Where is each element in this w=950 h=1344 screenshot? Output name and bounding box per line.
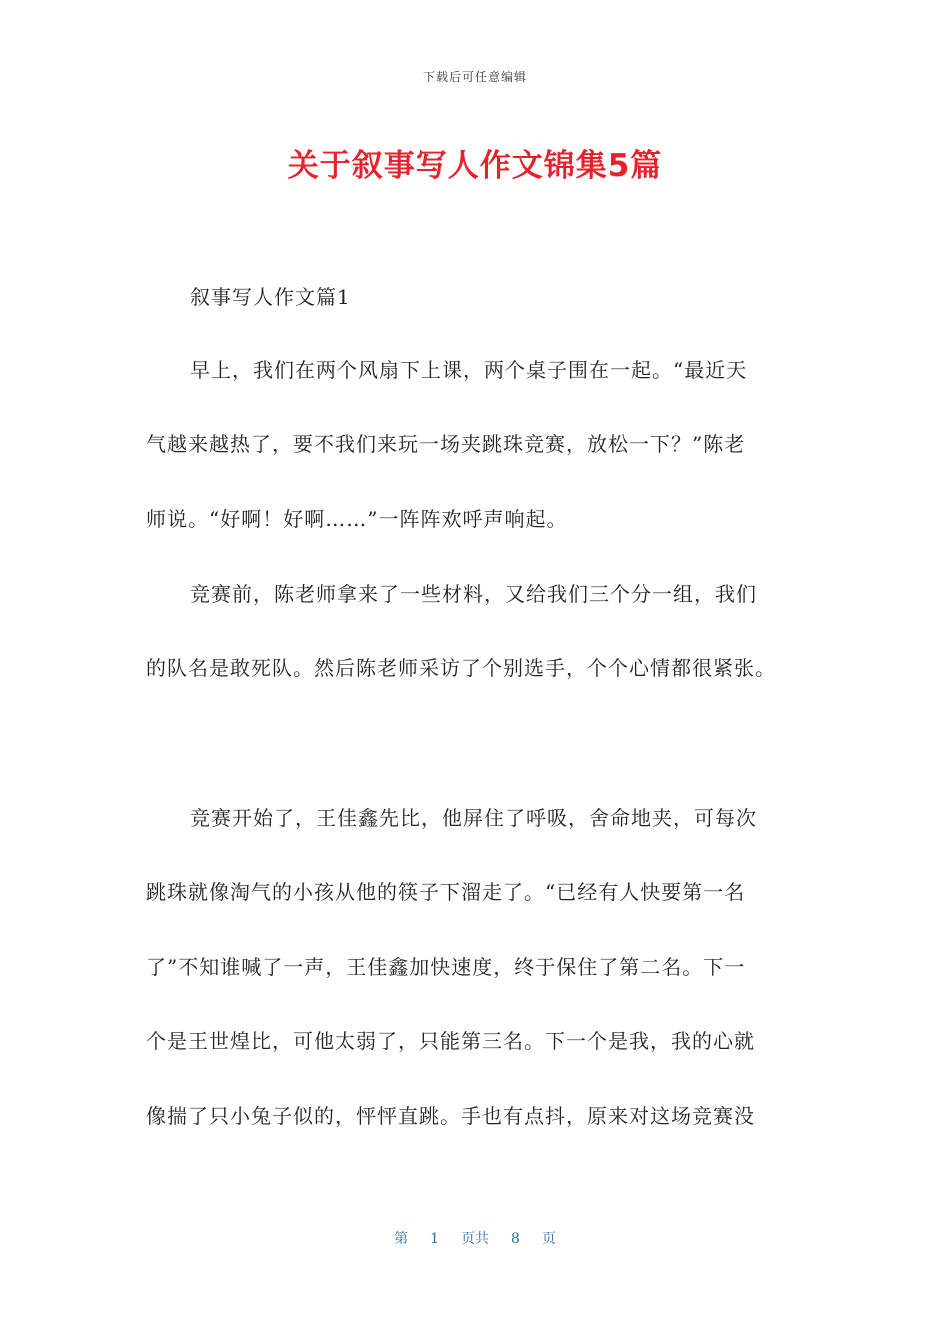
paragraph-line: 的队名是敢死队。然后陈老师采访了个别选手，个个心情都很紧张。 bbox=[146, 656, 776, 680]
paragraph-line: 了”不知谁喊了一声，王佳鑫加快速度，终于保住了第二名。下一 bbox=[146, 955, 746, 979]
document-title: 关于叙事写人作文锦集5篇 bbox=[287, 148, 663, 184]
footer-label: 页 bbox=[541, 1231, 556, 1247]
footer-label: 页共 bbox=[461, 1231, 489, 1247]
header-note: 下载后可任意编辑 bbox=[422, 70, 527, 84]
paragraph-line: 早上，我们在两个风扇下上课，两个桌子围在一起。“最近天 bbox=[190, 358, 748, 382]
paragraph-line: 个是王世煌比，可他太弱了，只能第三名。下一个是我，我的心就 bbox=[146, 1029, 755, 1053]
paragraph-line: 竞赛开始了，王佳鑫先比，他屏住了呼吸，舍命地夹，可每次 bbox=[190, 806, 757, 830]
page-number: 1 bbox=[430, 1231, 439, 1247]
paragraph-line: 跳珠就像淘气的小孩从他的筷子下溜走了。“已经有人快要第一名 bbox=[146, 880, 746, 904]
footer-label: 第 bbox=[394, 1231, 409, 1247]
paragraph-line: 像揣了只小兔子似的，怦怦直跳。手也有点抖，原来对这场竞赛没 bbox=[146, 1104, 755, 1128]
paragraph-line: 师说。“好啊！好啊……”一阵阵欢呼声响起。 bbox=[146, 507, 568, 531]
paragraph-line: 竞赛前，陈老师拿来了一些材料，又给我们三个分一组，我们 bbox=[190, 582, 757, 606]
paragraph-line: 气越来越热了，要不我们来玩一场夹跳珠竞赛，放松一下？”陈老 bbox=[146, 432, 746, 456]
page-total: 8 bbox=[511, 1231, 520, 1247]
page-footer bbox=[0, 1228, 950, 1248]
section-heading: 叙事写人作文篇1 bbox=[190, 285, 351, 309]
